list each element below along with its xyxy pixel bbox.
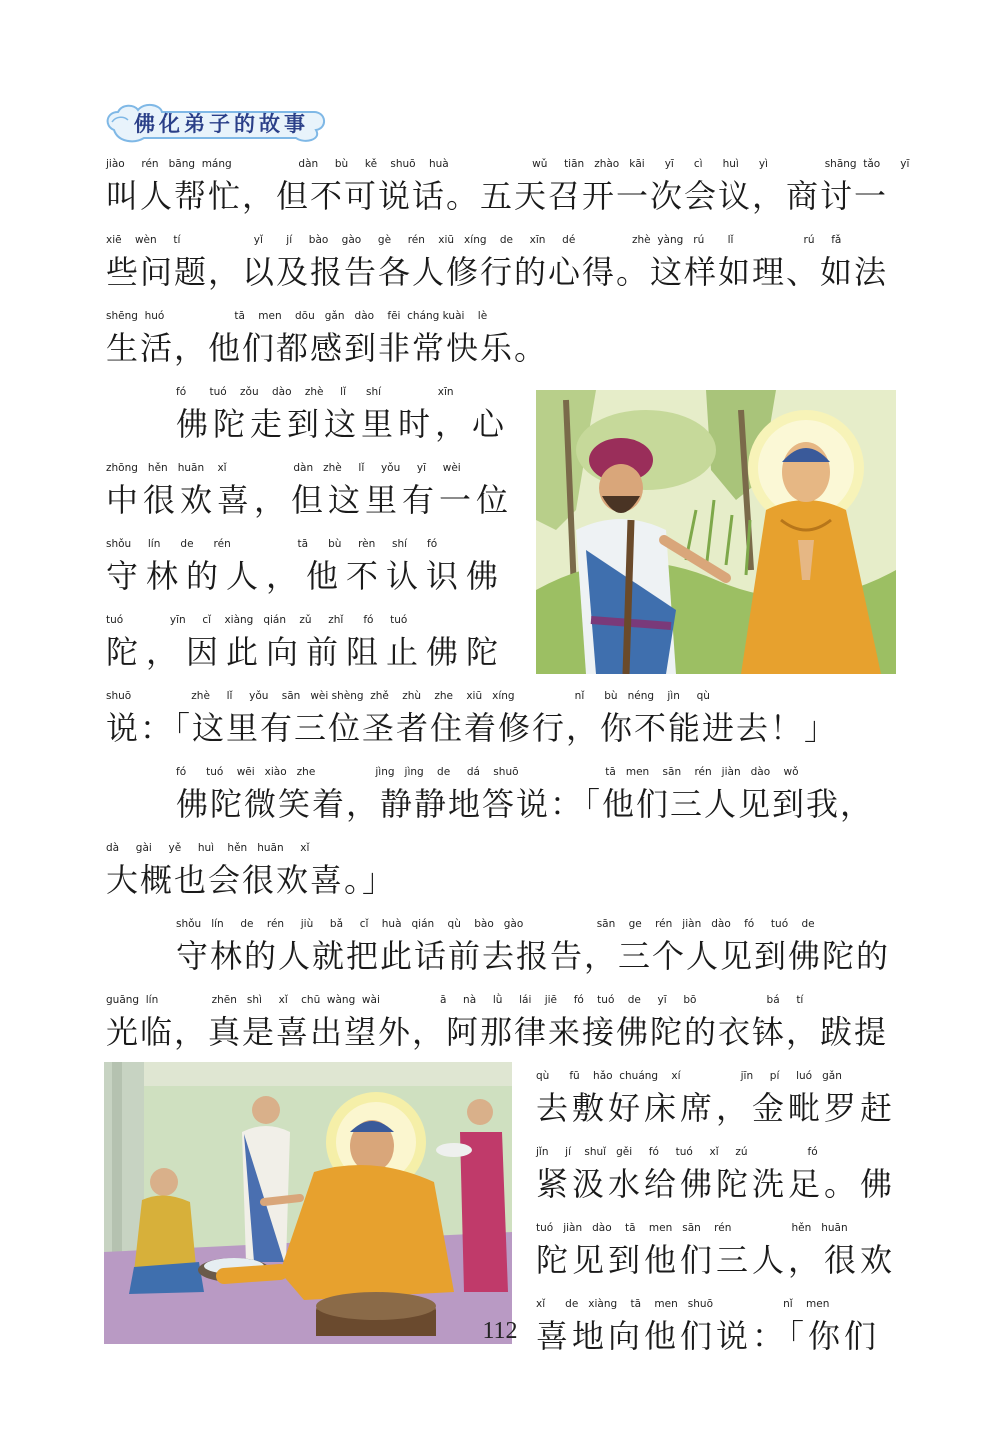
pinyin-row: zhōng hěn huān xǐ dàn zhè lǐ yǒu yī wèi [106, 462, 461, 474]
hanzi-row: 中很欢喜，但这里有一位 [106, 481, 514, 519]
pinyin-row: qù fū hǎo chuáng xí jīn pí luó gǎn [536, 1070, 842, 1082]
hanzi-row: 喜地向他们说：「你们 [536, 1317, 881, 1355]
pinyin-row: shǒu lín de rén jiù bǎ cǐ huà qián qù bào gào sān ge rén jiàn dào fó tuó de [176, 918, 815, 930]
text-line [106, 690, 906, 760]
pinyin-row: shǒu lín de rén tā bù rèn shí fó [106, 538, 438, 550]
pinyin-row: fó tuó zǒu dào zhè lǐ shí xīn [176, 386, 454, 398]
pinyin-row: fó tuó wēi xiào zhe jìng jìng de dá shuō tā men sān rén jiàn dào wǒ [176, 766, 799, 778]
washing-feet-image [104, 1062, 512, 1344]
hanzi-row: 陀，因此向前阻止佛陀 [106, 633, 507, 671]
chapter-title: 佛化弟子的故事 [134, 112, 309, 136]
hanzi-row: 佛陀微笑着，静静地答说：「他们三人见到我， [176, 785, 875, 823]
hanzi-row: 佛陀走到这里时，心 [176, 405, 510, 443]
text-line [176, 766, 906, 836]
text-line [106, 234, 906, 304]
hanzi-row: 紧汲水给佛陀洗足。佛 [536, 1165, 897, 1203]
hanzi-row: 生活，他们都感到非常快乐。 [106, 329, 549, 367]
hanzi-row: 些问题，以及报告各人修行的心得。这样如理、如法 [106, 253, 889, 291]
pinyin-row: dà gài yě huì hěn huān xǐ [106, 842, 310, 854]
hanzi-row: 守林的人就把此话前去报告，三个人见到佛陀的 [176, 937, 891, 975]
hanzi-row: 陀见到他们三人，很欢 [536, 1241, 897, 1279]
illustration-forest-guardian [536, 390, 896, 674]
page-number: 112 [482, 1318, 518, 1344]
pinyin-row: jiào rén bāng máng dàn bù kě shuō huà wǔ tiān zhào kāi yī cì huì yì shāng tǎo yī [106, 158, 910, 170]
text-line [106, 842, 906, 912]
hanzi-row: 守林的人，他不认识佛 [106, 557, 507, 595]
pinyin-row: shuō zhè lǐ yǒu sān wèi shèng zhě zhù zhe xiū xíng nǐ bù néng jìn qù [106, 690, 710, 702]
text-line [176, 386, 516, 456]
pinyin-row: jǐn jí shuǐ gěi fó tuó xǐ zú fó [536, 1146, 818, 1158]
pinyin-row: xiē wèn tí yǐ jí bào gào gè rén xiū xíng de xīn dé zhè yàng rú lǐ rú fǎ [106, 234, 842, 246]
text-line [106, 462, 516, 532]
hanzi-row: 叫人帮忙，但不可说话。五天召开一次会议，商讨一 [106, 177, 889, 215]
hanzi-row: 大概也会很欢喜。」 [106, 861, 397, 899]
hanzi-row: 光临，真是喜出望外，阿那律来接佛陀的衣钵，跋提 [106, 1013, 889, 1051]
pinyin-row: xǐ de xiàng tā men shuō nǐ men [536, 1298, 830, 1310]
text-line [106, 158, 910, 228]
chapter-header [104, 100, 330, 146]
pinyin-row: tuó yīn cǐ xiàng qián zǔ zhǐ fó tuó [106, 614, 408, 626]
text-line [106, 310, 906, 380]
pinyin-row: guāng lín zhēn shì xǐ chū wàng wài ā nà lǜ lái jiē fó tuó de yī bō bá tí [106, 994, 804, 1006]
pinyin-row: tuó jiàn dào tā men sān rén hěn huān [536, 1222, 848, 1234]
guardian-buddha-image [536, 390, 896, 674]
text-line [106, 994, 906, 1064]
text-line [106, 614, 516, 684]
text-line [536, 1146, 900, 1216]
hanzi-row: 去敷好床席，金毗罗赶 [536, 1089, 897, 1127]
text-line [536, 1070, 900, 1140]
text-line [536, 1222, 900, 1292]
text-line [176, 918, 906, 988]
illustration-washing-feet [104, 1062, 512, 1344]
hanzi-row: 说：「这里有三位圣者住着修行，你不能进去！」 [106, 709, 839, 747]
text-line [106, 538, 516, 608]
pinyin-row: shēng huó tā men dōu gǎn dào fēi cháng kuài lè [106, 310, 488, 322]
